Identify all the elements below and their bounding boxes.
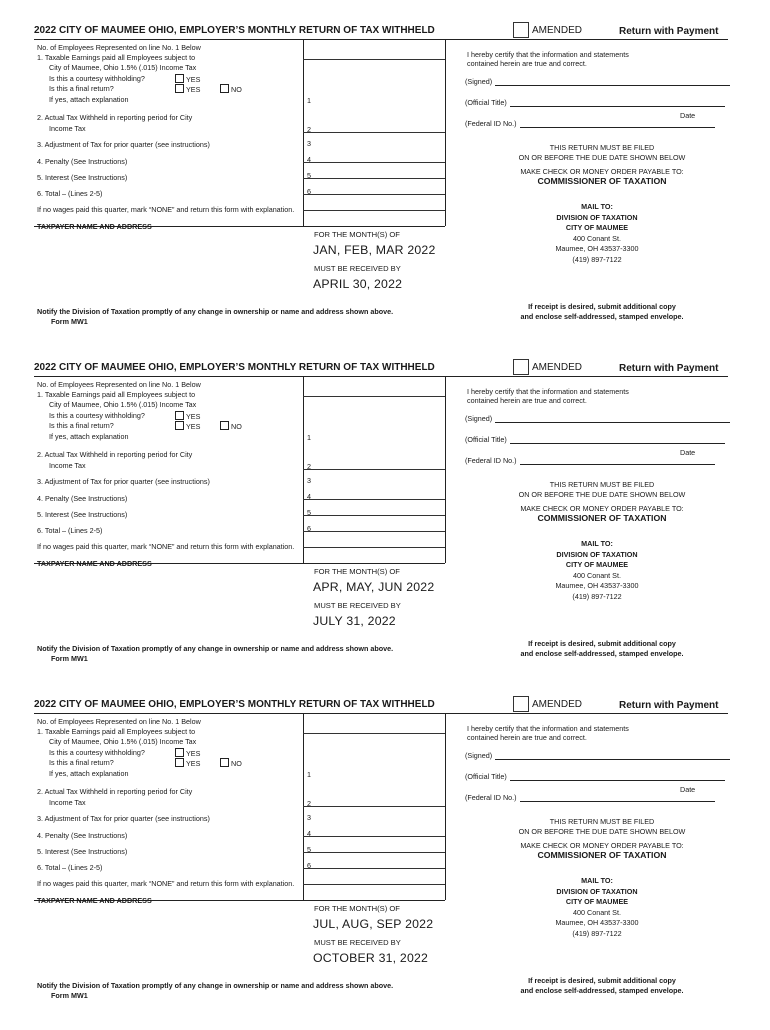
line1-label-cont: City of Maumee, Ohio 1.5% (.015) Income Tax — [49, 63, 197, 72]
street-address: 400 Conant St. — [573, 233, 621, 243]
federal-id-label: (Federal ID No.) — [465, 793, 517, 802]
explanation-note: If yes, attach explanation — [49, 768, 129, 778]
date-label: Date — [680, 785, 696, 794]
line4-number: 4 — [307, 829, 311, 838]
amount-row-divider — [303, 531, 445, 532]
receipt-note — [468, 639, 736, 659]
no-label: NO — [231, 422, 242, 431]
tax-return-form-q3 — [0, 693, 770, 1030]
line5-label: 5. Interest (See Instructions) — [37, 509, 128, 519]
amount-row-divider — [303, 806, 445, 807]
payable-line: MAKE CHECK OR MONEY ORDER PAYABLE TO: — [520, 167, 684, 176]
tax-return-form-q1 — [0, 19, 770, 356]
city-name: CITY OF MAUMEE — [565, 223, 629, 233]
reporting-months: JAN, FEB, MAR 2022 — [313, 243, 436, 257]
final-no-checkbox[interactable] — [220, 84, 229, 93]
line2-number: 2 — [307, 799, 311, 808]
signed-label: (Signed) — [465, 77, 493, 86]
yes-label: YES — [186, 411, 201, 421]
line2-label-cont: Income Tax — [49, 123, 86, 133]
signature-field[interactable] — [465, 751, 730, 760]
form-title: 2022 CITY OF MAUMEE OHIO, EMPLOYER’S MONTHLY RETURN OF TAX WITHHELD — [34, 362, 435, 373]
amount-row-divider — [303, 162, 445, 163]
amount-row-divider — [303, 733, 445, 734]
filing-deadline-note — [468, 817, 736, 836]
final-yes-option[interactable] — [175, 421, 200, 433]
form-title: 2022 CITY OF MAUMEE OHIO, EMPLOYER’S MONTHLY RETURN OF TAX WITHHELD — [34, 25, 435, 36]
courtesy-yes-checkbox[interactable] — [175, 74, 184, 83]
line4-number: 4 — [307, 492, 311, 501]
official-title-label: (Official Title) — [465, 772, 507, 781]
line1-number: 1 — [307, 96, 311, 105]
federal-id-line — [520, 119, 715, 128]
cert-line-2: contained herein are true and correct. — [467, 58, 587, 68]
mailing-address — [530, 202, 664, 266]
amended-label: AMENDED — [532, 699, 583, 710]
amount-column-right-border — [445, 39, 446, 226]
street-address: 400 Conant St. — [573, 570, 621, 580]
yes-label: YES — [186, 759, 201, 768]
line1-label: 1. Taxable Earnings paid all Employees subject to — [37, 53, 196, 62]
final-yes-option[interactable] — [175, 84, 200, 96]
no-wages-note: If no wages paid this quarter, mark “NONE” and return this form with explanation. — [37, 542, 295, 551]
due-date: OCTOBER 31, 2022 — [313, 951, 429, 965]
payee-name: COMMISSIONER OF TAXATION — [537, 175, 667, 186]
amount-row-divider — [303, 884, 445, 885]
signature-line — [495, 414, 730, 423]
division-name: DIVISION OF TAXATION — [556, 212, 638, 222]
street-address: 400 Conant St. — [573, 907, 621, 917]
amended-checkbox[interactable] — [513, 696, 529, 712]
amount-row-divider — [303, 499, 445, 500]
filing-line-2: ON OR BEFORE THE DUE DATE SHOWN BELOW — [518, 489, 686, 499]
for-months-label: FOR THE MONTH(S) OF — [314, 567, 400, 576]
city-name: CITY OF MAUMEE — [565, 897, 629, 907]
must-be-received-label: MUST BE RECEIVED BY — [314, 601, 401, 610]
cert-line-2: contained herein are true and correct. — [467, 395, 587, 405]
notify-text: Notify the Division of Taxation promptly of any change in ownership or name and address shown above. — [37, 981, 394, 990]
line4-label: 4. Penalty (See Instructions) — [37, 830, 128, 840]
filing-line-1: THIS RETURN MUST BE FILED — [549, 817, 655, 826]
line6-number: 6 — [307, 524, 311, 533]
city-state-zip: Maumee, OH 43537-3300 — [555, 581, 639, 591]
line5-label: 5. Interest (See Instructions) — [37, 846, 128, 856]
line4-label: 4. Penalty (See Instructions) — [37, 493, 128, 503]
receipt-line-1: If receipt is desired, submit additional copy — [528, 639, 676, 648]
line1-label: 1. Taxable Earnings paid all Employees subject to — [37, 727, 196, 736]
courtesy-question: Is this a courtesy withholding? — [49, 410, 145, 420]
notify-change-note — [37, 644, 393, 663]
certification-statement — [467, 388, 707, 405]
receipt-note — [468, 302, 736, 322]
federal-id-field[interactable] — [465, 119, 715, 128]
cert-line-1: I hereby certify that the information and statements — [467, 724, 629, 733]
line6-number: 6 — [307, 187, 311, 196]
payable-line: MAKE CHECK OR MONEY ORDER PAYABLE TO: — [520, 504, 684, 513]
payee-name: COMMISSIONER OF TAXATION — [537, 849, 667, 860]
due-date: APRIL 30, 2022 — [313, 277, 403, 291]
final-yes-checkbox[interactable] — [175, 421, 184, 430]
return-with-payment-label: Return with Payment — [619, 363, 719, 374]
receipt-line-1: If receipt is desired, submit additional copy — [528, 976, 676, 985]
line5-number: 5 — [307, 171, 311, 180]
signed-label: (Signed) — [465, 751, 493, 760]
no-label: NO — [231, 759, 242, 768]
certification-statement — [467, 51, 707, 68]
city-state-zip: Maumee, OH 43537-3300 — [555, 918, 639, 928]
final-return-question: Is this a final return? — [49, 84, 114, 93]
final-no-option[interactable] — [220, 84, 242, 96]
line2-number: 2 — [307, 125, 311, 134]
notify-text: Notify the Division of Taxation promptly of any change in ownership or name and address shown above. — [37, 644, 394, 653]
no-label: NO — [231, 85, 242, 94]
line3-number: 3 — [307, 813, 311, 822]
amount-row-divider — [303, 132, 445, 133]
line3-number: 3 — [307, 139, 311, 148]
federal-id-line — [520, 456, 715, 465]
reporting-months: APR, MAY, JUN 2022 — [313, 580, 435, 594]
for-months-label: FOR THE MONTH(S) OF — [314, 230, 400, 239]
amount-row-divider — [303, 396, 445, 397]
signed-label: (Signed) — [465, 414, 493, 423]
amount-row-divider — [303, 194, 445, 195]
line2-label: 2. Actual Tax Withheld in reporting period for City — [37, 787, 193, 796]
filing-deadline-note — [468, 480, 736, 499]
title-rule — [34, 713, 728, 714]
final-yes-checkbox[interactable] — [175, 84, 184, 93]
no-wages-note: If no wages paid this quarter, mark “NONE” and return this form with explanation. — [37, 205, 295, 214]
line4-label: 4. Penalty (See Instructions) — [37, 156, 128, 166]
payable-to-note — [468, 504, 736, 523]
cert-line-1: I hereby certify that the information and statements — [467, 50, 629, 59]
line6-number: 6 — [307, 861, 311, 870]
line4-number: 4 — [307, 155, 311, 164]
amended-checkbox[interactable] — [513, 359, 529, 375]
mailing-address — [530, 539, 664, 603]
division-name: DIVISION OF TAXATION — [556, 549, 638, 559]
filing-line-1: THIS RETURN MUST BE FILED — [549, 480, 655, 489]
yes-label: YES — [186, 422, 201, 431]
final-return-question: Is this a final return? — [49, 421, 114, 430]
city-name: CITY OF MAUMEE — [565, 560, 629, 570]
notify-change-note — [37, 981, 393, 1000]
final-no-checkbox[interactable] — [220, 421, 229, 430]
phone-number: (419) 897-7122 — [572, 928, 622, 938]
federal-id-label: (Federal ID No.) — [465, 456, 517, 465]
cert-line-2: contained herein are true and correct. — [467, 732, 587, 742]
payable-to-note — [468, 167, 736, 186]
cert-line-1: I hereby certify that the information and statements — [467, 387, 629, 396]
final-yes-checkbox[interactable] — [175, 758, 184, 767]
line5-number: 5 — [307, 508, 311, 517]
receipt-line-2: and enclose self-addressed, stamped envelope. — [520, 985, 684, 995]
must-be-received-label: MUST BE RECEIVED BY — [314, 938, 401, 947]
form-number: Form MW1 — [51, 316, 88, 326]
yes-label: YES — [186, 85, 201, 94]
official-title-line — [510, 435, 725, 444]
line6-label: 6. Total – (Lines 2-5) — [37, 863, 103, 872]
amount-column-right-border — [445, 376, 446, 563]
line1-number: 1 — [307, 433, 311, 442]
official-title-line — [510, 98, 725, 107]
mail-to-label: MAIL TO: — [581, 202, 613, 211]
yes-label: YES — [186, 74, 201, 84]
for-months-label: FOR THE MONTH(S) OF — [314, 904, 400, 913]
amount-row-divider — [303, 836, 445, 837]
federal-id-field[interactable] — [465, 456, 715, 465]
phone-number: (419) 897-7122 — [572, 254, 622, 264]
receipt-line-2: and enclose self-addressed, stamped envelope. — [520, 648, 684, 658]
explanation-note: If yes, attach explanation — [49, 431, 129, 441]
tax-return-form-q2 — [0, 356, 770, 693]
line6-label: 6. Total – (Lines 2-5) — [37, 189, 103, 198]
line3-label: 3. Adjustment of Tax for prior quarter (see instructions) — [37, 477, 210, 486]
federal-id-field[interactable] — [465, 793, 715, 802]
title-rule — [34, 39, 728, 40]
line5-number: 5 — [307, 845, 311, 854]
payable-line: MAKE CHECK OR MONEY ORDER PAYABLE TO: — [520, 841, 684, 850]
mail-to-label: MAIL TO: — [581, 876, 613, 885]
receipt-line-1: If receipt is desired, submit additional copy — [528, 302, 676, 311]
federal-id-line — [520, 793, 715, 802]
division-name: DIVISION OF TAXATION — [556, 886, 638, 896]
amount-row-divider — [303, 868, 445, 869]
line1-label-cont: City of Maumee, Ohio 1.5% (.015) Income Tax — [49, 400, 197, 409]
due-date: JULY 31, 2022 — [313, 614, 396, 628]
form-number: Form MW1 — [51, 990, 88, 1000]
courtesy-yes-checkbox[interactable] — [175, 411, 184, 420]
final-no-checkbox[interactable] — [220, 758, 229, 767]
form-number: Form MW1 — [51, 653, 88, 663]
yes-label: YES — [186, 748, 201, 758]
amount-row-divider — [303, 59, 445, 60]
official-title-label: (Official Title) — [465, 98, 507, 107]
line2-label-cont: Income Tax — [49, 460, 86, 470]
date-label: Date — [680, 448, 696, 457]
courtesy-question: Is this a courtesy withholding? — [49, 73, 145, 83]
official-title-field[interactable] — [465, 435, 725, 444]
official-title-field[interactable] — [465, 772, 725, 781]
line3-number: 3 — [307, 476, 311, 485]
line1-number: 1 — [307, 770, 311, 779]
return-with-payment-label: Return with Payment — [619, 700, 719, 711]
receipt-line-2: and enclose self-addressed, stamped envelope. — [520, 311, 684, 321]
explanation-note: If yes, attach explanation — [49, 94, 129, 104]
mail-to-label: MAIL TO: — [581, 539, 613, 548]
filing-line-2: ON OR BEFORE THE DUE DATE SHOWN BELOW — [518, 826, 686, 836]
signature-line — [495, 751, 730, 760]
official-title-line — [510, 772, 725, 781]
return-with-payment-label: Return with Payment — [619, 26, 719, 37]
amount-row-divider — [303, 515, 445, 516]
final-yes-option[interactable] — [175, 758, 200, 770]
amount-row-divider — [303, 547, 445, 548]
final-no-option[interactable] — [220, 758, 242, 770]
amount-row-divider — [303, 178, 445, 179]
line1-label: 1. Taxable Earnings paid all Employees subject to — [37, 390, 196, 399]
line2-number: 2 — [307, 462, 311, 471]
line3-label: 3. Adjustment of Tax for prior quarter (see instructions) — [37, 140, 210, 149]
courtesy-yes-checkbox[interactable] — [175, 748, 184, 757]
courtesy-question: Is this a courtesy withholding? — [49, 747, 145, 757]
amount-row-divider — [303, 852, 445, 853]
phone-number: (419) 897-7122 — [572, 591, 622, 601]
employees-count-label: No. of Employees Represented on line No. 1 Below — [37, 717, 201, 726]
taxpayer-name-address-label: TAXPAYER NAME AND ADDRESS — [37, 896, 152, 905]
final-return-question: Is this a final return? — [49, 758, 114, 767]
line6-label: 6. Total – (Lines 2-5) — [37, 526, 103, 535]
signature-field[interactable] — [465, 414, 730, 423]
final-no-option[interactable] — [220, 421, 242, 433]
amount-column-right-border — [445, 713, 446, 900]
signature-field[interactable] — [465, 77, 730, 86]
signature-line — [495, 77, 730, 86]
must-be-received-label: MUST BE RECEIVED BY — [314, 264, 401, 273]
official-title-label: (Official Title) — [465, 435, 507, 444]
mailing-address — [530, 876, 664, 940]
form-title: 2022 CITY OF MAUMEE OHIO, EMPLOYER’S MONTHLY RETURN OF TAX WITHHELD — [34, 699, 435, 710]
filing-line-1: THIS RETURN MUST BE FILED — [549, 143, 655, 152]
notify-change-note — [37, 307, 393, 326]
federal-id-label: (Federal ID No.) — [465, 119, 517, 128]
filing-line-2: ON OR BEFORE THE DUE DATE SHOWN BELOW — [518, 152, 686, 162]
taxpayer-name-address-label: TAXPAYER NAME AND ADDRESS — [37, 559, 152, 568]
line5-label: 5. Interest (See Instructions) — [37, 172, 128, 182]
notify-text: Notify the Division of Taxation promptly of any change in ownership or name and address shown above. — [37, 307, 394, 316]
amount-row-divider — [303, 210, 445, 211]
amended-checkbox[interactable] — [513, 22, 529, 38]
amended-label: AMENDED — [532, 25, 583, 36]
receipt-note — [468, 976, 736, 996]
payable-to-note — [468, 841, 736, 860]
line2-label: 2. Actual Tax Withheld in reporting period for City — [37, 113, 193, 122]
employees-count-label: No. of Employees Represented on line No. 1 Below — [37, 43, 201, 52]
certification-statement — [467, 725, 707, 742]
official-title-field[interactable] — [465, 98, 725, 107]
line3-label: 3. Adjustment of Tax for prior quarter (see instructions) — [37, 814, 210, 823]
no-wages-note: If no wages paid this quarter, mark “NONE” and return this form with explanation. — [37, 879, 295, 888]
line2-label: 2. Actual Tax Withheld in reporting period for City — [37, 450, 193, 459]
filing-deadline-note — [468, 143, 736, 162]
payee-name: COMMISSIONER OF TAXATION — [537, 512, 667, 523]
amended-label: AMENDED — [532, 362, 583, 373]
employees-count-label: No. of Employees Represented on line No. 1 Below — [37, 380, 201, 389]
line2-label-cont: Income Tax — [49, 797, 86, 807]
line1-label-cont: City of Maumee, Ohio 1.5% (.015) Income Tax — [49, 737, 197, 746]
date-label: Date — [680, 111, 696, 120]
reporting-months: JUL, AUG, SEP 2022 — [313, 917, 434, 931]
city-state-zip: Maumee, OH 43537-3300 — [555, 244, 639, 254]
taxpayer-name-address-label: TAXPAYER NAME AND ADDRESS — [37, 222, 152, 231]
title-rule — [34, 376, 728, 377]
amount-row-divider — [303, 469, 445, 470]
